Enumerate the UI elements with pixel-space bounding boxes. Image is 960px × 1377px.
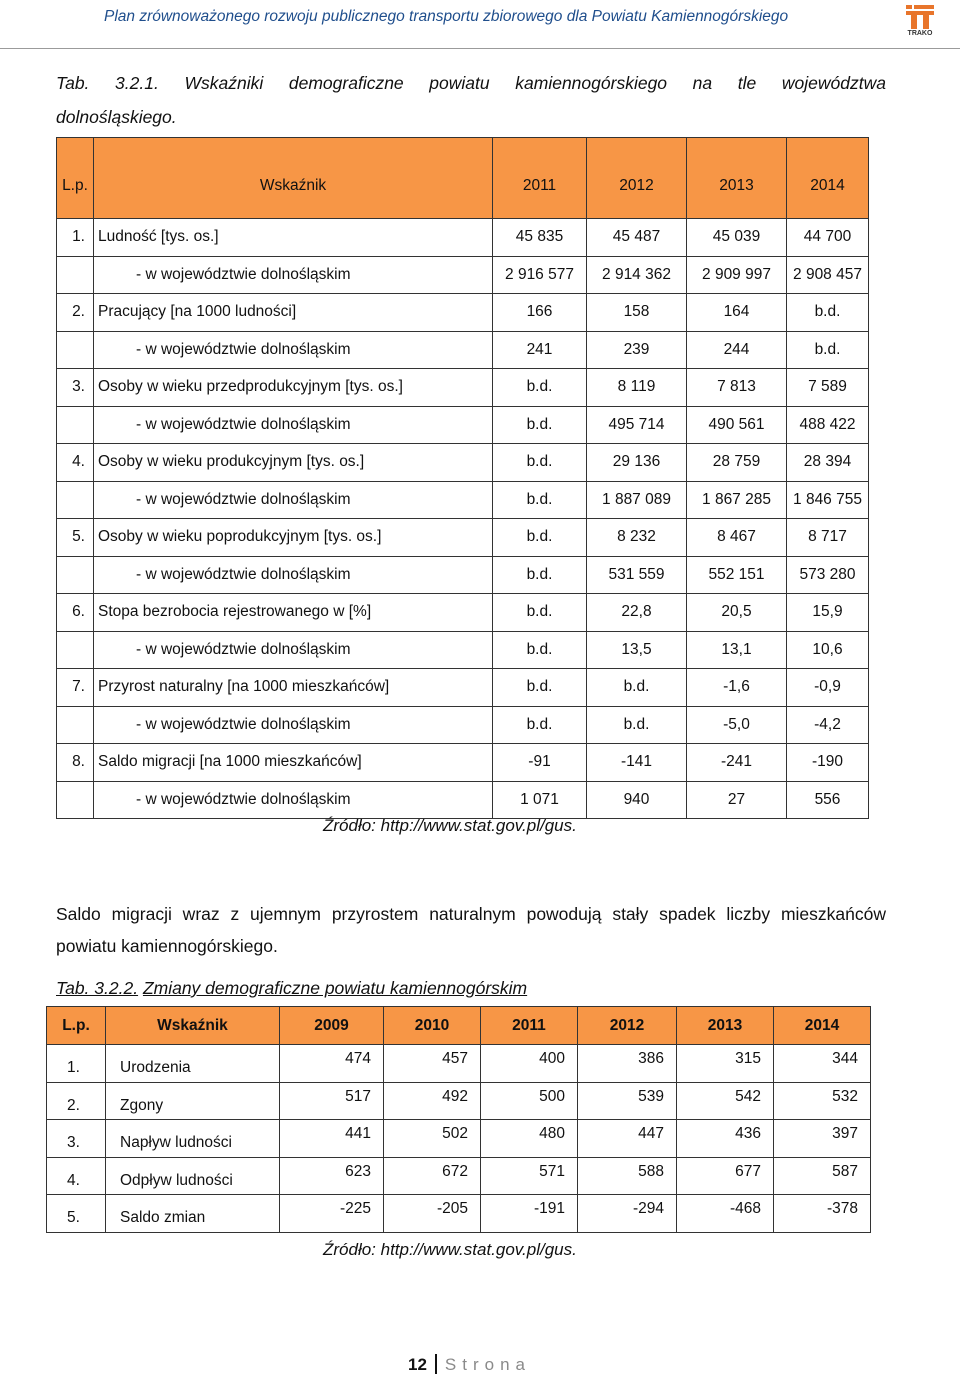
row-value: 539: [578, 1082, 677, 1120]
table1-header-lp: L.p.: [57, 138, 94, 219]
row-value: 542: [677, 1082, 774, 1120]
table2-header-year: 2014: [774, 1007, 871, 1045]
page-header-title: Plan zrównoważonego rozwoju publicznego transportu zbiorowego dla Powiatu Kamiennogórskiego: [104, 8, 789, 25]
row-value: 447: [578, 1120, 677, 1158]
row-value: 623: [280, 1157, 384, 1195]
table1-header-indicator: Wskaźnik: [94, 138, 493, 219]
table1-caption-line2: dolnośląskiego.: [56, 107, 177, 127]
row-indicator-name: Pracujący [na 1000 ludności]: [94, 294, 493, 332]
row-value: 2 916 577: [493, 256, 587, 294]
row-lp: [57, 631, 94, 669]
row-lp: 6.: [57, 594, 94, 632]
body-paragraph: [56, 898, 886, 962]
row-indicator-name: Saldo migracji [na 1000 mieszkańców]: [94, 744, 493, 782]
logo-text: TRAKO: [907, 30, 933, 37]
row-value: 20,5: [687, 594, 787, 632]
row-value: 672: [384, 1157, 481, 1195]
row-lp: 3.: [47, 1120, 106, 1158]
row-value: -190: [787, 744, 869, 782]
table2-header-year: 2010: [384, 1007, 481, 1045]
row-value: -4,2: [787, 706, 869, 744]
row-indicator-name: Osoby w wieku poprodukcyjnym [tys. os.]: [94, 519, 493, 557]
table1-row: [57, 519, 869, 557]
row-value: -91: [493, 744, 587, 782]
row-indicator-name: Przyrost naturalny [na 1000 mieszkańców]: [94, 669, 493, 707]
table1-header-year: 2013: [687, 138, 787, 219]
row-value: 474: [280, 1045, 384, 1083]
row-value: -468: [677, 1195, 774, 1233]
table2-header-year: 2011: [481, 1007, 578, 1045]
row-value: b.d.: [587, 706, 687, 744]
table1-header-row: [57, 138, 869, 219]
row-value: 1 867 285: [687, 481, 787, 519]
page-word: Strona: [444, 1355, 532, 1374]
table1-caption: [56, 66, 886, 134]
paragraph-line2: powiatu kamiennogórskiego.: [56, 936, 278, 956]
row-lp: [57, 556, 94, 594]
row-value: 552 151: [687, 556, 787, 594]
trako-logo-icon: [900, 3, 940, 43]
table1-caption-line1: Tab. 3.2.1. Wskaźniki demograficzne powiatu kamiennogórskiego na tle województwa: [56, 73, 886, 93]
row-indicator-name: - w województwie dolnośląskim: [94, 706, 493, 744]
table1-row: [57, 331, 869, 369]
row-value: 400: [481, 1045, 578, 1083]
row-value: 13,5: [587, 631, 687, 669]
row-value: b.d.: [493, 631, 587, 669]
row-value: 15,9: [787, 594, 869, 632]
row-value: 587: [774, 1157, 871, 1195]
row-value: 29 136: [587, 444, 687, 482]
row-indicator-name: - w województwie dolnośląskim: [94, 781, 493, 819]
row-value: 28 759: [687, 444, 787, 482]
row-value: 7 813: [687, 369, 787, 407]
table2-caption-prefix: Tab. 3.2.2.: [56, 978, 139, 998]
row-value: -294: [578, 1195, 677, 1233]
row-value: 166: [493, 294, 587, 332]
row-value: 158: [587, 294, 687, 332]
row-lp: 4.: [47, 1157, 106, 1195]
row-lp: 5.: [47, 1195, 106, 1233]
table2-row: [47, 1120, 871, 1158]
row-value: 517: [280, 1082, 384, 1120]
table1-row: [57, 556, 869, 594]
row-value: -205: [384, 1195, 481, 1233]
table1-row: [57, 744, 869, 782]
row-value: 588: [578, 1157, 677, 1195]
row-value: b.d.: [493, 519, 587, 557]
row-lp: [57, 706, 94, 744]
row-indicator-name: Ludność [tys. os.]: [94, 219, 493, 257]
row-value: 8 717: [787, 519, 869, 557]
row-value: 13,1: [687, 631, 787, 669]
row-value: 490 561: [687, 406, 787, 444]
table1-row: [57, 369, 869, 407]
row-value: 677: [677, 1157, 774, 1195]
row-value: 556: [787, 781, 869, 819]
row-value: 1 071: [493, 781, 587, 819]
table2-caption-title: Zmiany demograficzne powiatu kamiennogórskim: [142, 978, 528, 998]
row-value: 457: [384, 1045, 481, 1083]
row-value: -191: [481, 1195, 578, 1233]
table1-row: [57, 481, 869, 519]
row-lp: [57, 406, 94, 444]
table1-row: [57, 669, 869, 707]
row-indicator-name: - w województwie dolnośląskim: [94, 406, 493, 444]
row-indicator-name: Urodzenia: [106, 1045, 280, 1083]
row-value: 8 467: [687, 519, 787, 557]
row-lp: 2.: [47, 1082, 106, 1120]
row-value: b.d.: [587, 669, 687, 707]
row-value: b.d.: [493, 444, 587, 482]
table1-row: [57, 631, 869, 669]
table2-caption: [56, 978, 527, 999]
row-value: 10,6: [787, 631, 869, 669]
row-value: 940: [587, 781, 687, 819]
row-value: 480: [481, 1120, 578, 1158]
row-value: 2 914 362: [587, 256, 687, 294]
table1-row: [57, 444, 869, 482]
table1-row: [57, 706, 869, 744]
row-value: b.d.: [493, 706, 587, 744]
row-value: 239: [587, 331, 687, 369]
demographic-indicators-table: [56, 137, 869, 819]
row-value: b.d.: [493, 556, 587, 594]
table2-row: [47, 1045, 871, 1083]
demographic-changes-table: [46, 1006, 871, 1233]
row-value: 386: [578, 1045, 677, 1083]
row-value: b.d.: [493, 406, 587, 444]
row-lp: [57, 331, 94, 369]
row-value: 344: [774, 1045, 871, 1083]
header-divider: [0, 48, 960, 49]
row-value: 244: [687, 331, 787, 369]
row-indicator-name: - w województwie dolnośląskim: [94, 481, 493, 519]
row-value: -378: [774, 1195, 871, 1233]
row-lp: 7.: [57, 669, 94, 707]
row-indicator-name: Osoby w wieku przedprodukcyjnym [tys. os.]: [94, 369, 493, 407]
row-value: 22,8: [587, 594, 687, 632]
row-value: 397: [774, 1120, 871, 1158]
table2-header-year: 2009: [280, 1007, 384, 1045]
row-indicator-name: Zgony: [106, 1082, 280, 1120]
table2-row: [47, 1082, 871, 1120]
row-value: b.d.: [493, 481, 587, 519]
row-value: 495 714: [587, 406, 687, 444]
row-value: b.d.: [493, 369, 587, 407]
row-value: 441: [280, 1120, 384, 1158]
row-indicator-name: Saldo zmian: [106, 1195, 280, 1233]
row-lp: 1.: [57, 219, 94, 257]
row-lp: 5.: [57, 519, 94, 557]
row-value: 28 394: [787, 444, 869, 482]
table1-source: Źródło: http://www.stat.gov.pl/gus.: [323, 816, 577, 835]
row-value: -0,9: [787, 669, 869, 707]
row-value: -141: [587, 744, 687, 782]
table1-row: [57, 219, 869, 257]
table1-header-year: 2014: [787, 138, 869, 219]
row-lp: 4.: [57, 444, 94, 482]
row-indicator-name: - w województwie dolnośląskim: [94, 556, 493, 594]
row-indicator-name: - w województwie dolnośląskim: [94, 331, 493, 369]
row-value: 1 846 755: [787, 481, 869, 519]
row-value: b.d.: [493, 669, 587, 707]
row-indicator-name: Odpływ ludności: [106, 1157, 280, 1195]
paragraph-line1: Saldo migracji wraz z ujemnym przyrostem naturalnym powodują stały spadek liczby mieszkańców: [56, 904, 886, 924]
table1-header-year: 2012: [587, 138, 687, 219]
table1-row: [57, 406, 869, 444]
row-lp: 2.: [57, 294, 94, 332]
row-lp: 1.: [47, 1045, 106, 1083]
row-value: 45 487: [587, 219, 687, 257]
row-value: 164: [687, 294, 787, 332]
row-value: 492: [384, 1082, 481, 1120]
row-value: 8 119: [587, 369, 687, 407]
table2-header-year: 2012: [578, 1007, 677, 1045]
row-lp: [57, 481, 94, 519]
row-value: 531 559: [587, 556, 687, 594]
row-indicator-name: - w województwie dolnośląskim: [94, 256, 493, 294]
table1-row: [57, 256, 869, 294]
page-footer: [408, 1354, 531, 1375]
table2-header-year: 2013: [677, 1007, 774, 1045]
table1-row: [57, 781, 869, 819]
row-value: 436: [677, 1120, 774, 1158]
row-value: 241: [493, 331, 587, 369]
row-value: 45 039: [687, 219, 787, 257]
row-value: 8 232: [587, 519, 687, 557]
row-value: -5,0: [687, 706, 787, 744]
row-indicator-name: - w województwie dolnośląskim: [94, 631, 493, 669]
table1-header-year: 2011: [493, 138, 587, 219]
row-value: 532: [774, 1082, 871, 1120]
row-value: -225: [280, 1195, 384, 1233]
row-value: 502: [384, 1120, 481, 1158]
row-indicator-name: Napływ ludności: [106, 1120, 280, 1158]
table2-header-lp: L.p.: [47, 1007, 106, 1045]
row-value: 2 908 457: [787, 256, 869, 294]
table2-row: [47, 1157, 871, 1195]
row-value: b.d.: [787, 331, 869, 369]
row-indicator-name: Osoby w wieku produkcyjnym [tys. os.]: [94, 444, 493, 482]
row-value: 500: [481, 1082, 578, 1120]
row-value: 27: [687, 781, 787, 819]
row-value: 315: [677, 1045, 774, 1083]
row-value: 571: [481, 1157, 578, 1195]
footer-separator: [435, 1354, 437, 1374]
row-value: -1,6: [687, 669, 787, 707]
table2-source: Źródło: http://www.stat.gov.pl/gus.: [323, 1240, 577, 1259]
table2-header-indicator: Wskaźnik: [106, 1007, 280, 1045]
row-value: 573 280: [787, 556, 869, 594]
row-lp: 8.: [57, 744, 94, 782]
row-value: b.d.: [787, 294, 869, 332]
page-number: 12: [408, 1355, 427, 1374]
row-lp: 3.: [57, 369, 94, 407]
table1-row: [57, 594, 869, 632]
row-value: 45 835: [493, 219, 587, 257]
row-value: 44 700: [787, 219, 869, 257]
row-lp: [57, 781, 94, 819]
table2-header-row: [47, 1007, 871, 1045]
row-indicator-name: Stopa bezrobocia rejestrowanego w [%]: [94, 594, 493, 632]
row-lp: [57, 256, 94, 294]
row-value: 1 887 089: [587, 481, 687, 519]
row-value: 7 589: [787, 369, 869, 407]
table2-row: [47, 1195, 871, 1233]
row-value: b.d.: [493, 594, 587, 632]
row-value: 2 909 997: [687, 256, 787, 294]
table1-row: [57, 294, 869, 332]
row-value: -241: [687, 744, 787, 782]
row-value: 488 422: [787, 406, 869, 444]
